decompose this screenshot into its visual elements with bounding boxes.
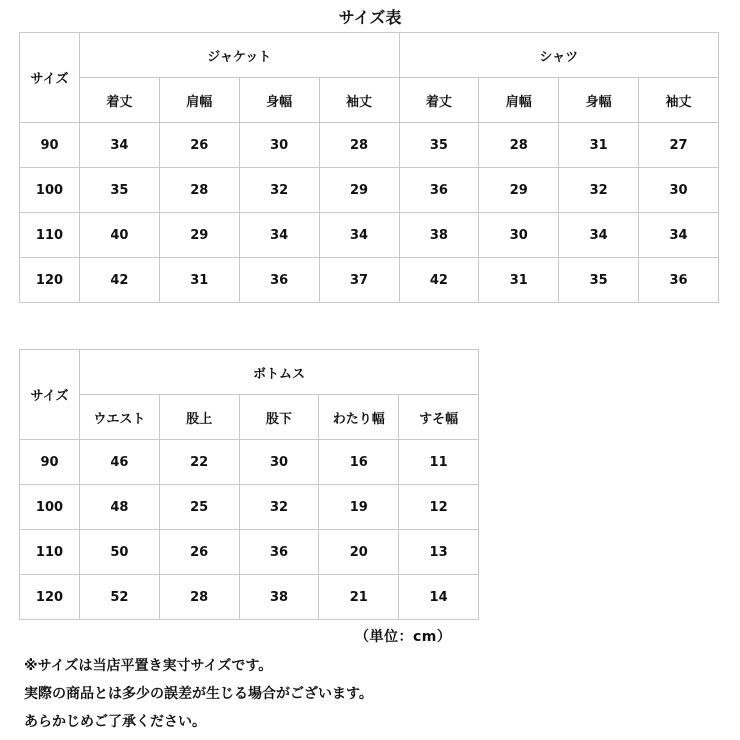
- table-cell: 29: [479, 168, 559, 213]
- table-cell: 35: [399, 123, 479, 168]
- column-header-row: [20, 78, 719, 123]
- size-label-cell: 120: [20, 575, 80, 620]
- table-cell: 13: [399, 530, 479, 575]
- group-header-jacket: ジャケット: [80, 33, 400, 78]
- table-row: [20, 258, 719, 303]
- table-cell: 28: [479, 123, 559, 168]
- table-cell: 52: [80, 575, 160, 620]
- size-label-cell: 100: [20, 168, 80, 213]
- group-header-row: [20, 33, 719, 78]
- size-label-cell: 120: [20, 258, 80, 303]
- table-cell: 34: [639, 213, 719, 258]
- group-header-bottoms: ボトムス: [80, 350, 479, 395]
- size-table-tops: [19, 32, 719, 303]
- table-cell: 50: [80, 530, 160, 575]
- table-cell: 42: [80, 258, 160, 303]
- table-cell: 29: [159, 213, 239, 258]
- table-cell: 30: [239, 440, 319, 485]
- table-cell: 11: [399, 440, 479, 485]
- table-cell: 34: [80, 123, 160, 168]
- table-cell: 34: [319, 213, 399, 258]
- table-cell: 31: [159, 258, 239, 303]
- table-cell: 35: [80, 168, 160, 213]
- table-cell: 34: [559, 213, 639, 258]
- table-row: [20, 213, 719, 258]
- column-header: 肩幅: [159, 78, 239, 123]
- table-row: [20, 168, 719, 213]
- column-header: 肩幅: [479, 78, 559, 123]
- column-header: 袖丈: [319, 78, 399, 123]
- table-cell: 20: [319, 530, 399, 575]
- table-cell: 25: [159, 485, 239, 530]
- size-header: サイズ: [20, 350, 80, 440]
- table-cell: 36: [639, 258, 719, 303]
- table-row: [20, 575, 479, 620]
- size-label-cell: 110: [20, 213, 80, 258]
- table-cell: 26: [159, 123, 239, 168]
- table-cell: 31: [559, 123, 639, 168]
- table-cell: 26: [159, 530, 239, 575]
- column-header: 股下: [239, 395, 319, 440]
- group-header-shirt: シャツ: [399, 33, 719, 78]
- note-line: 実際の商品とは多少の誤差が生じる場合がございます。: [24, 686, 373, 702]
- table-cell: 28: [159, 575, 239, 620]
- table-cell: 32: [239, 485, 319, 530]
- table-cell: 12: [399, 485, 479, 530]
- column-header: 身幅: [239, 78, 319, 123]
- table-row: [20, 530, 479, 575]
- table-cell: 36: [239, 530, 319, 575]
- size-label-cell: 90: [20, 123, 80, 168]
- table-cell: 36: [239, 258, 319, 303]
- table-cell: 42: [399, 258, 479, 303]
- table-cell: 38: [399, 213, 479, 258]
- table-cell: 46: [80, 440, 160, 485]
- table-cell: 40: [80, 213, 160, 258]
- table-cell: 19: [319, 485, 399, 530]
- table-cell: 30: [239, 123, 319, 168]
- size-label-cell: 100: [20, 485, 80, 530]
- column-header: すそ幅: [399, 395, 479, 440]
- group-header-row: [20, 350, 479, 395]
- size-label-cell: 90: [20, 440, 80, 485]
- table-cell: 32: [239, 168, 319, 213]
- column-header: わたり幅: [319, 395, 399, 440]
- table-cell: 21: [319, 575, 399, 620]
- table-cell: 31: [479, 258, 559, 303]
- table-cell: 30: [479, 213, 559, 258]
- column-header: 股上: [159, 395, 239, 440]
- column-header: 身幅: [559, 78, 639, 123]
- column-header: 着丈: [399, 78, 479, 123]
- table-row: [20, 440, 479, 485]
- table-cell: 22: [159, 440, 239, 485]
- table-cell: 29: [319, 168, 399, 213]
- table-cell: 48: [80, 485, 160, 530]
- table-cell: 32: [559, 168, 639, 213]
- table-cell: 35: [559, 258, 639, 303]
- table-cell: 36: [399, 168, 479, 213]
- table-cell: 14: [399, 575, 479, 620]
- table-cell: 37: [319, 258, 399, 303]
- table-cell: 28: [159, 168, 239, 213]
- size-table-bottoms: [19, 349, 479, 620]
- column-header: 袖丈: [639, 78, 719, 123]
- page-title: サイズ表: [338, 8, 402, 27]
- column-header: ウエスト: [80, 395, 160, 440]
- note-line: あらかじめご了承ください。: [24, 714, 206, 730]
- size-header: サイズ: [20, 33, 80, 123]
- table-cell: 27: [639, 123, 719, 168]
- column-header: 着丈: [80, 78, 160, 123]
- table-cell: 34: [239, 213, 319, 258]
- column-header-row: [20, 395, 479, 440]
- table-cell: 38: [239, 575, 319, 620]
- table-cell: 30: [639, 168, 719, 213]
- table-row: [20, 123, 719, 168]
- note-line: ※サイズは当店平置き実寸サイズです。: [24, 658, 273, 674]
- unit-label: （単位：cm）: [355, 629, 452, 645]
- table-cell: 28: [319, 123, 399, 168]
- table-row: [20, 485, 479, 530]
- table-cell: 16: [319, 440, 399, 485]
- size-label-cell: 110: [20, 530, 80, 575]
